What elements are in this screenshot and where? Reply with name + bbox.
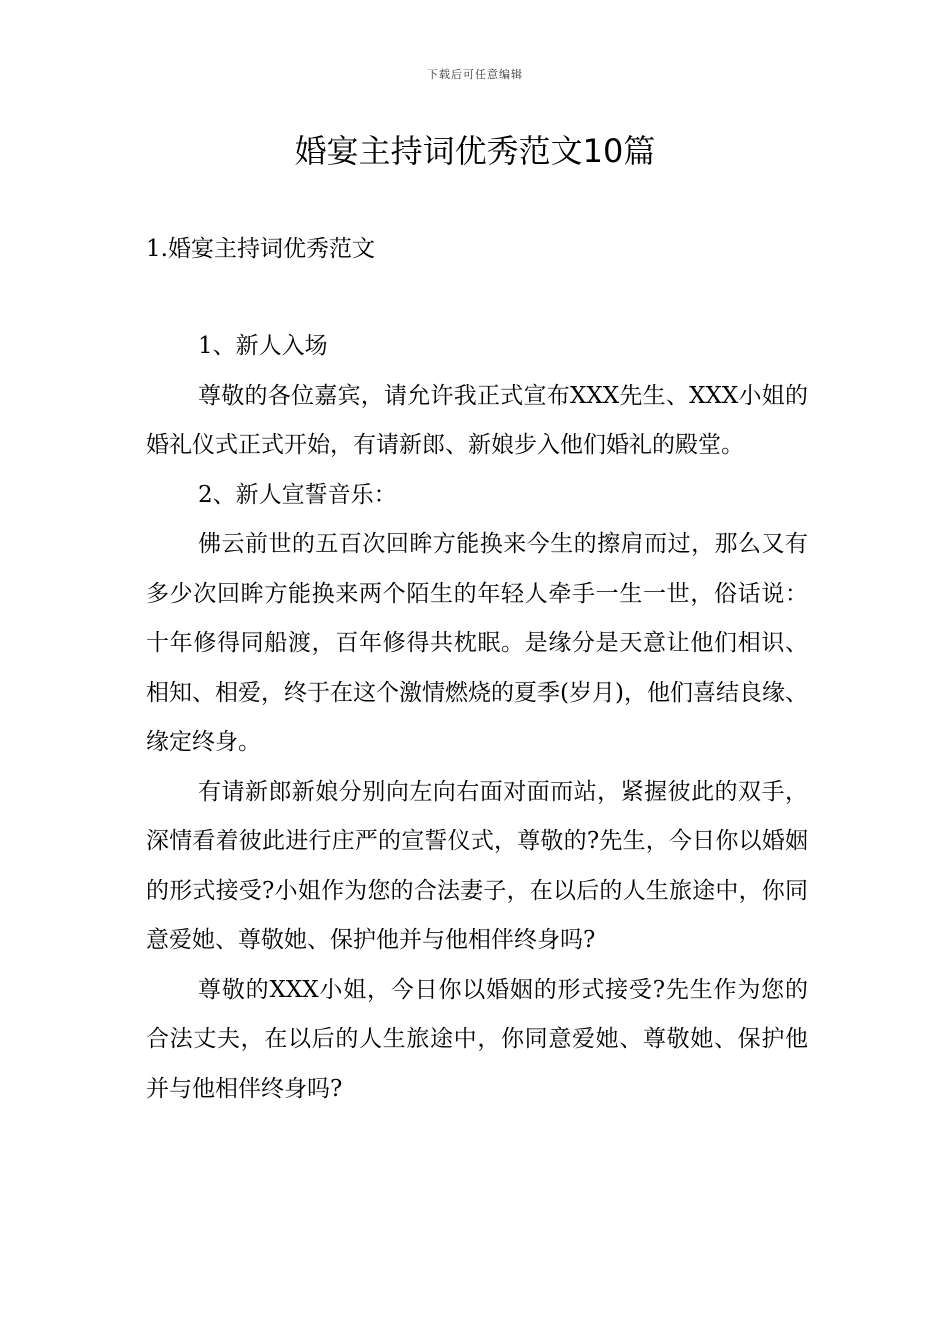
- header-note: 下载后可任意编辑: [427, 68, 523, 81]
- paragraph: 尊敬的各位嘉宾，请允许我正式宣布XXX先生、XXX小姐的婚礼仪式正式开始，有请新郎、新娘步入他们婚礼的殿堂。: [146, 382, 808, 458]
- document-title: 婚宴主持词优秀范文10篇: [294, 132, 656, 170]
- section-heading: 1.婚宴主持词优秀范文: [146, 236, 375, 262]
- paragraph: 尊敬的XXX小姐，今日你以婚姻的形式接受?先生作为您的合法丈夫，在以后的人生旅途中，你同意爱她、尊敬她、保护他并与他相伴终身吗?: [146, 976, 808, 1102]
- paragraph: 佛云前世的五百次回眸方能换来今生的擦肩而过，那么又有多少次回眸方能换来两个陌生的年轻人牵手一生一世，俗话说：十年修得同船渡，百年修得共枕眠。是缘分是天意让他们相识、相知、相爱，终于在这个激情燃烧的夏季(岁月)，他们喜结良缘、缘定终身。: [146, 531, 808, 755]
- paragraph-subheading: 1、新人入场: [198, 333, 328, 359]
- document-body: [146, 322, 808, 1114]
- paragraph: 有请新郎新娘分别向左向右面对面而站，紧握彼此的双手，深情看着彼此进行庄严的宣誓仪式，尊敬的?先生，今日你以婚姻的形式接受?小姐作为您的合法妻子，在以后的人生旅途中，你同意爱她、尊敬她、保护他并与他相伴终身吗?: [146, 778, 808, 953]
- paragraph-subheading: 2、新人宣誓音乐：: [198, 481, 397, 508]
